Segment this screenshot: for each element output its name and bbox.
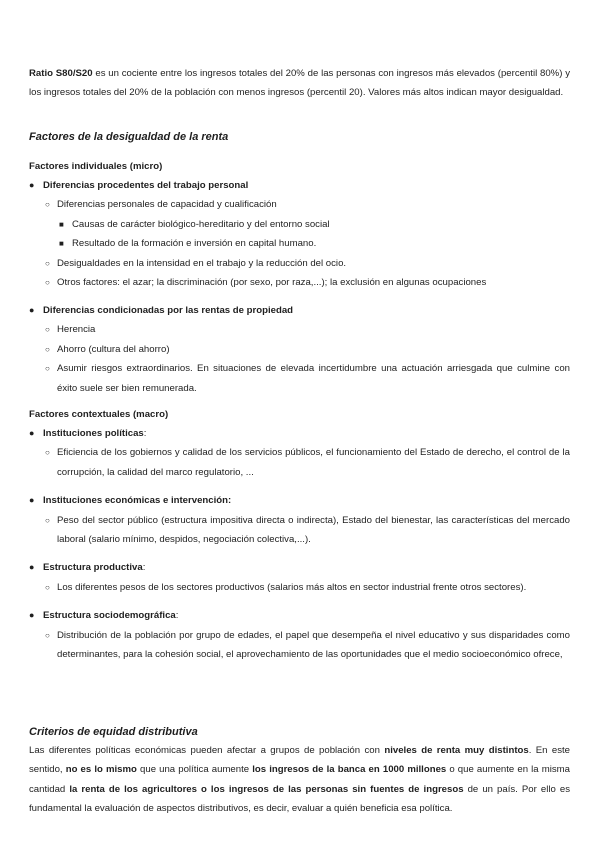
list-item — [29, 578, 570, 597]
list-item — [29, 273, 570, 292]
list-item — [29, 340, 570, 359]
equidad-text-1: Las diferentes políticas económicas pueden afectar a grupos de población con — [29, 745, 385, 756]
micro-list-2 — [29, 301, 570, 398]
circle-bullet-icon: ○ — [45, 630, 50, 640]
bullet-icon: ● — [29, 562, 35, 573]
micro-list — [29, 176, 570, 292]
macro-list — [29, 424, 570, 664]
list-item — [29, 511, 570, 550]
circle-bullet-icon: ○ — [45, 448, 50, 458]
micro-heading: Factores individuales (micro) — [29, 161, 163, 172]
macro-item4-label: Estructura sociodemográfica — [43, 610, 176, 622]
macro-item4-suffix: : — [175, 610, 179, 622]
macro-item1-label: Instituciones políticas — [43, 428, 144, 439]
micro-item2-sub3: Asumir riesgos extraordinarios. En situaciones de elevada incertidumbre una actuación arriesgada que culmine con éxito suele ser bien remunerada. — [57, 363, 570, 394]
equidad-text-3: que una política aumente — [136, 764, 253, 776]
micro-item1-sub2: Desigualdades en la intensidad en el trabajo y la reducción del ocio. — [57, 257, 347, 269]
list-item — [29, 424, 570, 443]
equidad-bold-2: no es lo mismo — [65, 764, 137, 776]
macro-item2-sub1: Peso del sector público (estructura impositiva directa o indirecta), Estado del bienestar, las características del mercado laboral (salario mínimo, despidos, negociación colectiva,...). — [57, 514, 570, 546]
circle-bullet-icon: ○ — [45, 278, 50, 288]
macro-item3-label: Estructura productiva — [43, 562, 143, 574]
list-item — [29, 606, 570, 625]
spacer — [29, 482, 570, 491]
micro-item2-label: Diferencias condicionadas por las rentas de propiedad — [43, 305, 294, 316]
micro-item1-sub1b: Resultado de la formación e inversión en capital humano. — [72, 238, 317, 250]
intro-text: es un cociente entre los ingresos totales del 20% de las personas con ingresos más elevados (percentil 80%) y los ingresos totales del 20% de la población con menos ingresos (percentil 20). Valores más altos indican mayor desigualdad. — [29, 68, 570, 99]
micro-item1-sub1: Diferencias personales de capacidad y cualificación — [57, 199, 277, 211]
equidad-paragraph — [29, 741, 570, 819]
macro-item2-label: Instituciones económicas e intervención: — [43, 495, 232, 507]
square-bullet-icon: ■ — [59, 219, 64, 229]
list-item — [29, 359, 570, 398]
list-item — [29, 491, 570, 510]
list-item — [29, 301, 570, 320]
bullet-icon: ● — [29, 305, 35, 315]
circle-bullet-icon: ○ — [45, 344, 50, 354]
equidad-bold-3: los ingresos de la banca en 1000 millones — [252, 764, 447, 776]
circle-bullet-icon: ○ — [45, 258, 50, 268]
circle-bullet-icon: ○ — [45, 364, 50, 374]
micro-item1-sub1a: Causas de carácter biológico-hereditario y del entorno social — [72, 218, 330, 230]
section-title-equidad: Criterios de equidad distributiva — [29, 726, 198, 738]
list-item — [29, 626, 570, 665]
equidad-text-5: de un país. Por ello es fundamental la evaluación de aspectos distributivos, es decir, evaluar a quién beneficia esa política. — [29, 783, 570, 815]
macro-item3-sub1: Los diferentes pesos de los sectores productivos (salarios más altos en sector industrial frente otros sectores). — [57, 581, 527, 593]
section-title-desigualdad: Factores de la desigualdad de la renta — [29, 131, 229, 143]
circle-bullet-icon: ○ — [45, 515, 50, 525]
intro-term: Ratio S80/S20 — [29, 68, 93, 79]
macro-item1-sub1: Eficiencia de los gobiernos y calidad de los servicios públicos, el funcionamiento del Estado de derecho, el control de la corrupción, la calidad del marco regulatorio, ... — [57, 447, 570, 478]
equidad-text-4: o que aumente en la misma cantidad — [29, 764, 570, 795]
equidad-text-2: . En este sentido, — [29, 745, 570, 776]
spacer — [29, 597, 570, 606]
macro-item3-suffix: : — [142, 562, 146, 574]
list-item — [29, 320, 570, 339]
list-item — [29, 443, 570, 482]
macro-item4-sub1: Distribución de la población por grupo de edades, el papel que desempeña el nivel educativo y sus disparidades como determinantes, para la cohesión social, el aprovechamiento de las oportunidades que el medio socioeconómico ofrece, — [57, 629, 570, 661]
bullet-icon: ● — [29, 428, 35, 438]
micro-item1-sub3: Otros factores: el azar; la discriminación (por sexo, por raza,...); la exclusión en algunas ocupaciones — [57, 277, 487, 289]
macro-item1-suffix: : — [143, 428, 147, 439]
circle-bullet-icon: ○ — [45, 582, 50, 592]
list-item — [29, 195, 570, 214]
micro-item2-sub2: Ahorro (cultura del ahorro) — [57, 343, 170, 355]
list-item — [29, 176, 570, 195]
list-item — [29, 215, 570, 234]
bullet-icon: ● — [29, 495, 35, 506]
list-item — [29, 254, 570, 273]
list-item — [29, 558, 570, 577]
micro-item2-sub1: Herencia — [57, 324, 96, 336]
bullet-icon: ● — [29, 180, 35, 190]
square-bullet-icon: ■ — [59, 239, 64, 249]
equidad-bold-1: niveles de renta muy distintos — [384, 745, 529, 756]
list-item — [29, 234, 570, 253]
intro-paragraph — [29, 64, 570, 103]
micro-item1-label: Diferencias procedentes del trabajo personal — [43, 180, 249, 191]
circle-bullet-icon: ○ — [45, 325, 50, 335]
circle-bullet-icon: ○ — [45, 200, 50, 210]
macro-heading: Factores contextuales (macro) — [29, 409, 169, 420]
bullet-icon: ● — [29, 610, 35, 621]
spacer — [29, 549, 570, 558]
equidad-bold-4: la renta de los agricultores o los ingresos de las personas sin fuentes de ingresos — [69, 783, 464, 795]
